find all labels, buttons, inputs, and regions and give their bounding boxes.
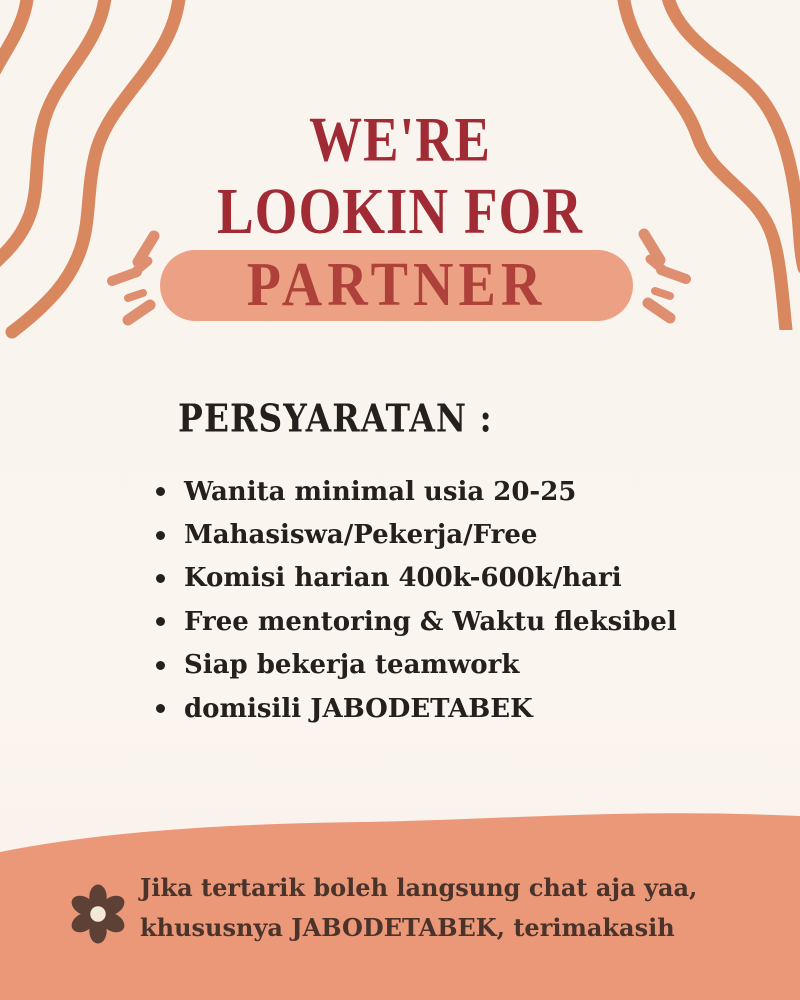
bullet-dot-icon bbox=[156, 704, 165, 713]
bullet-dot-icon bbox=[156, 661, 165, 670]
list-item bbox=[156, 687, 677, 730]
emphasis-burst-right-icon bbox=[632, 226, 702, 326]
list-item bbox=[156, 513, 677, 556]
footer-message bbox=[140, 868, 697, 948]
poster-title bbox=[0, 104, 800, 248]
requirement-text: Komisi harian 400k-600k/hari bbox=[184, 563, 622, 594]
requirement-text: Mahasiswa/Pekerja/Free bbox=[184, 520, 538, 551]
bullet-dot-icon bbox=[156, 574, 165, 583]
list-item bbox=[156, 600, 677, 643]
requirements-heading: PERSYARATAN : bbox=[178, 396, 493, 441]
title-line2: LOOKIN FOR bbox=[217, 174, 583, 248]
emphasis-burst-left-icon bbox=[96, 228, 166, 328]
footer-line2: khususnya JABODETABEK, terimakasih bbox=[140, 913, 675, 942]
list-item bbox=[156, 644, 677, 687]
badge-label: PARTNER bbox=[246, 250, 547, 320]
requirement-text: domisili JABODETABEK bbox=[184, 693, 533, 724]
list-item bbox=[156, 557, 677, 600]
bullet-dot-icon bbox=[156, 617, 165, 626]
requirement-text: Wanita minimal usia 20-25 bbox=[184, 476, 577, 507]
list-item bbox=[156, 470, 677, 513]
requirements-list bbox=[156, 470, 677, 730]
title-line1: WE'RE bbox=[309, 105, 491, 175]
flower-icon bbox=[68, 884, 128, 944]
requirement-text: Free mentoring & Waktu fleksibel bbox=[184, 606, 677, 637]
partner-badge bbox=[160, 250, 633, 321]
footer-line1: Jika tertarik boleh langsung chat aja yaa, bbox=[140, 873, 698, 902]
bullet-dot-icon bbox=[156, 531, 165, 540]
bullet-dot-icon bbox=[156, 487, 165, 496]
requirement-text: Siap bekerja teamwork bbox=[184, 650, 520, 681]
